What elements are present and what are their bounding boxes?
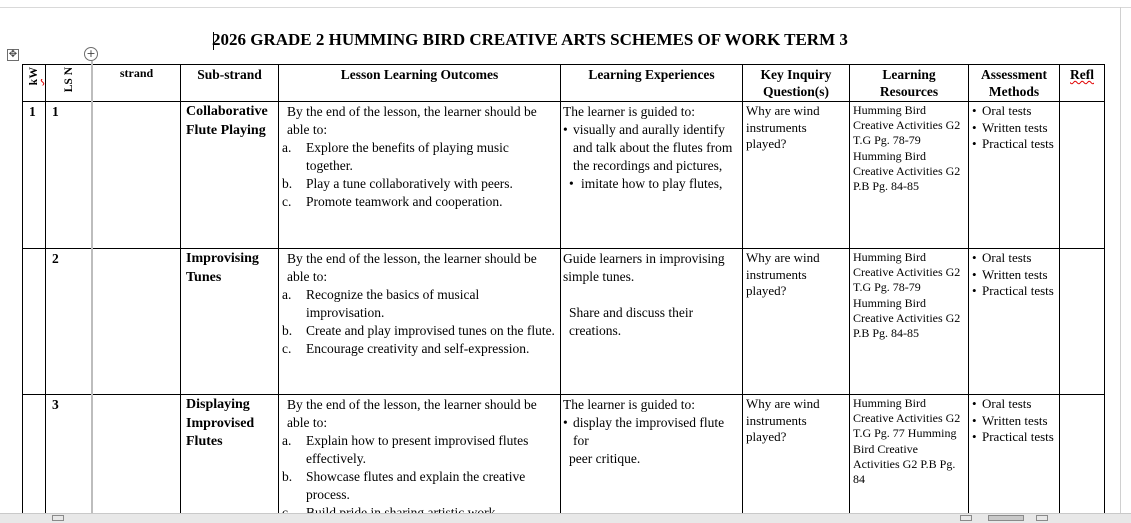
header-reflection-label: Refl [1070, 67, 1094, 82]
experience-line: The learner is guided to: [563, 104, 695, 119]
lesson-cell[interactable]: 2 [46, 249, 93, 395]
assessment-item: • Oral tests [972, 396, 1032, 411]
header-reflection [1060, 65, 1105, 102]
header-week-letter-1: W [28, 67, 40, 79]
experiences-cell[interactable] [561, 102, 743, 249]
week-cell[interactable]: 1 [23, 102, 46, 249]
experience-line: peer critique. [569, 451, 641, 466]
assessment-cell[interactable] [969, 102, 1060, 249]
resources-cell[interactable]: Humming Bird Creative Activities G2 T.G Pg. 78-79 Humming Bird Creative Activities G2 P.B Pg. 84-85 [850, 249, 969, 395]
table-move-handle-icon[interactable]: ✥ [8, 49, 18, 60]
document-title[interactable]: 2026 GRADE 2 HUMMING BIRD CREATIVE ARTS SCHEMES OF WORK TERM 3 [212, 30, 848, 49]
header-assessment: Assessment Methods [969, 65, 1060, 102]
experience-item: • imitate how to play flutes, [569, 176, 723, 191]
insert-column-icon[interactable]: + [84, 47, 98, 61]
header-lesson-label: LS N [63, 67, 75, 93]
experience-line: The learner is guided to: [563, 397, 695, 412]
outcomes-intro: By the end of the lesson, the learner should be able to: [287, 251, 537, 284]
inquiry-cell[interactable]: Why are wind instruments played? [743, 102, 850, 249]
outcome-item: c. Encourage creativity and self-expression. [282, 341, 530, 356]
inquiry-cell[interactable]: Why are wind instruments played? [743, 249, 850, 395]
outcomes-cell[interactable] [279, 102, 561, 249]
page-edge [1120, 7, 1121, 513]
lesson-cell[interactable]: 3 [46, 395, 93, 515]
outcome-item: a. Explain how to present improvised flutes effectively. [282, 433, 529, 466]
outcome-item: a. Recognize the basics of musical improvisation. [282, 287, 480, 320]
strand-cell[interactable] [93, 249, 181, 395]
ruler-area [0, 0, 1131, 8]
outcome-item: c. Promote teamwork and cooperation. [282, 194, 503, 209]
column-resize-guide[interactable] [91, 61, 93, 513]
experience-line: Share and discuss their creations. [569, 305, 694, 338]
resources-cell[interactable]: Humming Bird Creative Activities G2 T.G Pg. 78-79 Humming Bird Creative Activities G2 P.B Pg. 84-85 [850, 102, 969, 249]
lesson-cell[interactable]: 1 [46, 102, 93, 249]
table-row[interactable] [23, 102, 1105, 249]
assessment-item: • Written tests [972, 412, 1048, 428]
inquiry-cell[interactable]: Why are wind instruments played? [743, 395, 850, 515]
reflection-cell[interactable] [1060, 395, 1105, 515]
header-substrand: Sub-strand [181, 65, 279, 102]
outcomes-list [282, 286, 557, 358]
substrand-cell[interactable]: Displaying Improvised Flutes [181, 395, 279, 515]
assessment-item: • Practical tests [972, 283, 1054, 298]
header-row [23, 65, 1105, 102]
outcome-item: b. Play a tune collaboratively with peers. [282, 176, 513, 191]
assessment-item: • Written tests [972, 119, 1048, 135]
outcomes-intro: By the end of the lesson, the learner should be able to: [287, 397, 537, 430]
schemes-of-work-table[interactable] [22, 64, 1105, 515]
strand-cell[interactable] [93, 395, 181, 515]
experience-item: • visually and aurally identify and talk about the flutes from the recordings and pictures, [563, 122, 733, 173]
assessment-cell[interactable] [969, 249, 1060, 395]
outcome-item: b. Create and play improvised tunes on the flute. [282, 323, 555, 338]
header-week-letter-2: k [28, 78, 40, 85]
assessment-item: • Oral tests [972, 103, 1032, 118]
header-strand: strand [93, 65, 181, 102]
header-week [23, 65, 46, 102]
outcomes-list [282, 139, 557, 211]
reflection-cell[interactable] [1060, 102, 1105, 249]
header-outcomes: Lesson Learning Outcomes [279, 65, 561, 102]
experience-line: Guide learners in improvising simple tunes. [563, 251, 725, 284]
outcomes-cell[interactable] [279, 249, 561, 395]
substrand-cell[interactable]: Improvising Tunes [181, 249, 279, 395]
table-row[interactable] [23, 395, 1105, 515]
read-mode-icon[interactable] [960, 515, 972, 521]
assessment-item: • Practical tests [972, 136, 1054, 151]
substrand-cell[interactable]: Collaborative Flute Playing [181, 102, 279, 249]
assessment-item: • Practical tests [972, 429, 1054, 444]
focus-mode-icon[interactable] [52, 515, 64, 521]
outcomes-list [282, 432, 557, 522]
week-cell[interactable] [23, 395, 46, 515]
experiences-cell[interactable] [561, 395, 743, 515]
assessment-cell[interactable] [969, 395, 1060, 515]
reflection-cell[interactable] [1060, 249, 1105, 395]
assessment-item: • Oral tests [972, 250, 1032, 265]
assessment-item: • Written tests [972, 266, 1048, 282]
outcomes-cell[interactable] [279, 395, 561, 515]
header-resources: Learning Resources [850, 65, 969, 102]
outcomes-intro: By the end of the lesson, the learner should be able to: [287, 104, 537, 137]
status-bar [0, 513, 1131, 523]
week-cell[interactable] [23, 249, 46, 395]
header-experiences: Learning Experiences [561, 65, 743, 102]
resources-cell[interactable]: Humming Bird Creative Activities G2 T.G Pg. 77 Humming Bird Creative Activities G2 P.B Pg. 84 [850, 395, 969, 515]
strand-cell[interactable] [93, 102, 181, 249]
outcome-item: a. Explore the benefits of playing music together. [282, 140, 509, 173]
header-lesson [46, 65, 93, 102]
table-row[interactable] [23, 249, 1105, 395]
print-layout-icon[interactable] [988, 515, 1024, 521]
header-inquiry: Key Inquiry Question(s) [743, 65, 850, 102]
experiences-cell[interactable] [561, 249, 743, 395]
outcome-item: b. Showcase flutes and explain the creative process. [282, 469, 526, 502]
web-layout-icon[interactable] [1036, 515, 1048, 521]
experience-item: • display the improvised flute for [563, 415, 725, 448]
